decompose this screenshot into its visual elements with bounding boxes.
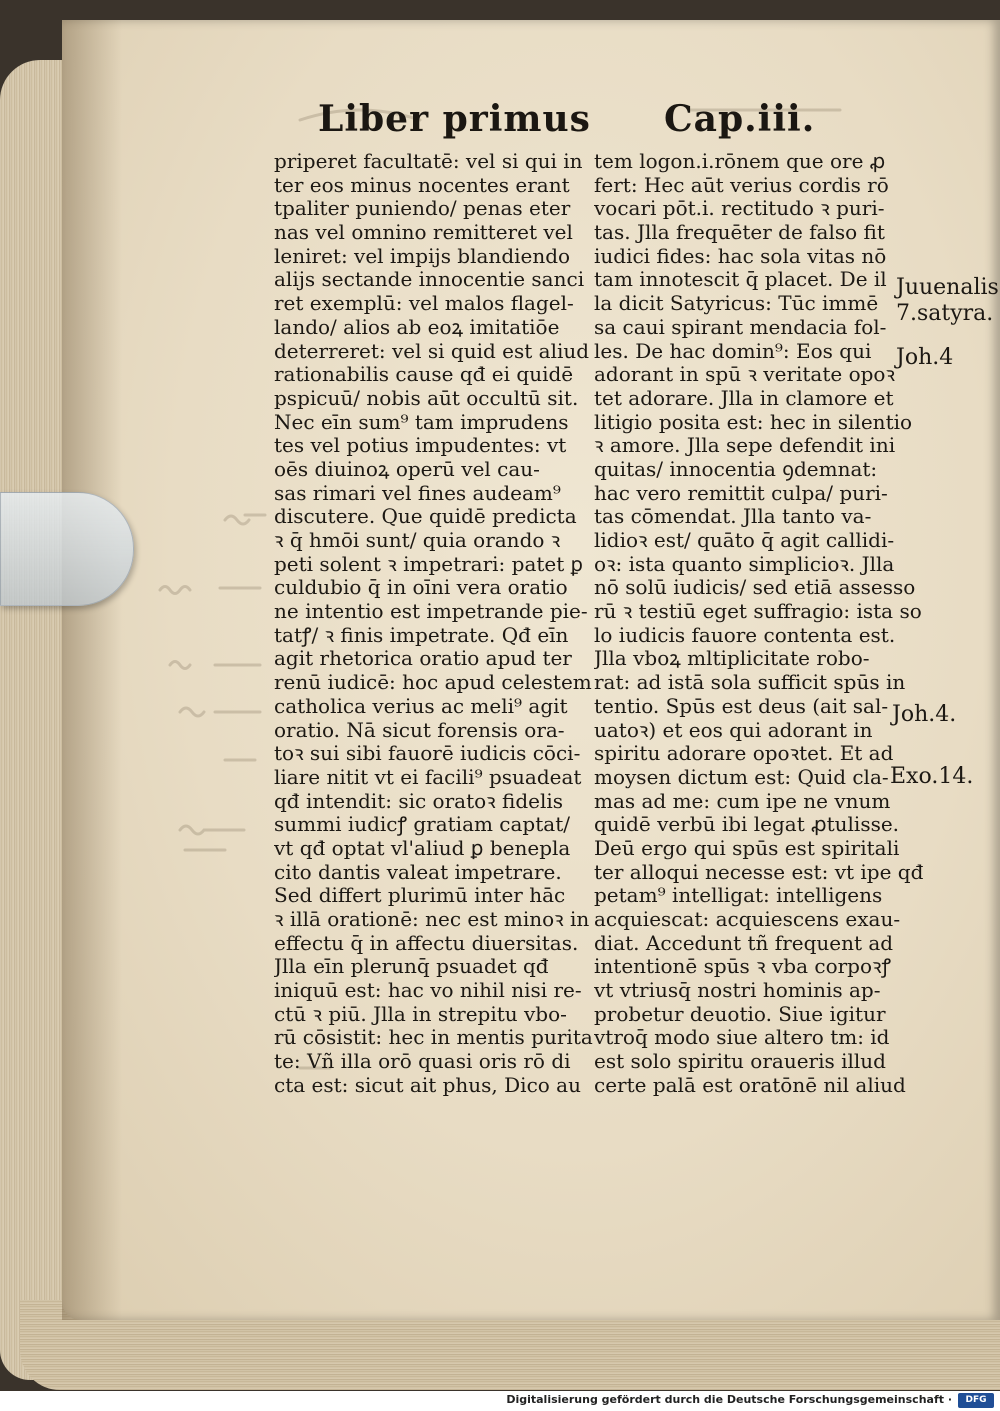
right-column-line: rat: ad istā sola sufficit spūs in	[594, 671, 906, 695]
text-column-left	[274, 150, 593, 1098]
running-head-right: Cap.iii.	[664, 98, 816, 140]
left-column-line: tatꝭ/ ꝛ finis impetrate. Qđ eīn	[274, 623, 569, 647]
left-column-line: alijs sectande innocentie sanci	[274, 268, 585, 292]
right-column-line: litigio posita est: hec in silentio	[594, 410, 913, 434]
right-column-line: tem logon.i.rōnem que ore ꝓ	[594, 150, 886, 173]
right-column-line: Deū ergo qui spūs est spiritali	[594, 836, 900, 860]
dfg-logo: DFG	[958, 1393, 994, 1408]
left-column-line: effectu q̄ in affectu diuersitas.	[274, 931, 579, 955]
funding-credit: Digitalisierung gefördert durch die Deutsche Forschungsgemeinschaft ·	[506, 1393, 952, 1406]
right-column-line: hac vero remittit culpa/ puri-	[594, 481, 888, 505]
footer-bar	[0, 1391, 1000, 1411]
right-column-line: ter alloqui necesse est: vt ipe qđ	[594, 860, 924, 884]
page-clamp	[0, 492, 134, 606]
right-column-line: fert: Hec aūt verius cordis rō	[594, 173, 889, 197]
left-column-line: ne intentio est impetrande pie-	[274, 600, 588, 624]
left-column-line: ter eos minus nocentes erant	[274, 173, 570, 197]
left-column-line: cito dantis valeat impetrare.	[274, 860, 562, 884]
right-column-line: rū ꝛ testiū eget suffragio: ista so	[594, 600, 922, 624]
left-column-line: vt qđ optat vl'aliud ꝑ benepla	[274, 836, 571, 860]
marginal-note-juvenal-line1: Juuenalis	[896, 275, 999, 300]
running-head-left: Liber primus	[318, 98, 591, 140]
right-column-line: tas. Jlla frequēter de falso fit	[594, 221, 885, 245]
right-column-line: ꝛ amore. Jlla sepe defendit ini	[594, 434, 896, 458]
left-column-line: tes vel potius impudentes: vt	[274, 434, 567, 458]
left-column-line: ꝛ illā orationē: nec est minoꝛ in	[274, 908, 590, 931]
right-column-line: iudici fides: hac sola vitas nō	[594, 244, 887, 268]
right-column-line: lo iudicis fauore contenta est.	[594, 623, 896, 647]
right-column-line: vt vtriusq̄ nostri hominis ap-	[594, 979, 881, 1003]
left-column-line: lando/ alios ab eoꝝ imitatiōe	[274, 315, 560, 339]
right-column-line: quitas/ innocentia ꝯdemnat:	[594, 457, 878, 481]
right-column-line: quidē verbū ibi legat ꝓtulisse.	[594, 813, 900, 837]
right-column-line: tas cōmendat. Jlla tanto va-	[594, 505, 872, 529]
right-column-line: vtroq̄ modo siue altero tm: id	[594, 1026, 890, 1050]
left-column-line: ret exemplū: vel malos flagel-	[274, 292, 574, 316]
right-column-line: vocari pōt.i. rectitudo ꝛ puri-	[594, 197, 885, 221]
left-column-line: toꝛ sui sibi fauorē iudicis cōci-	[274, 742, 581, 766]
left-column-line: leniret: vel impijs blandiendo	[274, 244, 571, 268]
left-column-line: renū iudicē: hoc apud celestem	[274, 671, 592, 695]
right-column-line: certe palā est oratōnē nil aliud	[594, 1073, 906, 1097]
right-column-line: spiritu adorare opoꝛtet. Et ad	[594, 742, 894, 766]
left-column-line: sas rimari vel fines audeam⁹	[274, 481, 561, 505]
right-column-line: diat. Accedunt tñ frequent ad	[594, 931, 894, 955]
marginal-note-john-second: Joh.4.	[892, 702, 957, 727]
left-column-line: nas vel omnino remitteret vel	[274, 221, 573, 245]
left-column-line: summi iudicꝭ gratiam captat/	[274, 813, 570, 837]
left-column-line: rationabilis cause qđ ei quidē	[274, 363, 574, 387]
left-column-line: pspicuū/ nobis aūt occultū sit.	[274, 386, 579, 410]
right-column-line: Jlla vboꝝ mltiplicitate robo-	[594, 647, 870, 671]
left-column-line: oēs diuinoꝝ operū vel cau-	[274, 457, 540, 481]
right-column-line: les. De hac domin⁹: Eos qui	[594, 339, 872, 363]
marginal-note-john-first: Joh.4	[896, 345, 954, 370]
marginal-note-juvenal-line2: 7.satyra.	[896, 301, 994, 326]
marginal-note-exodus: Exo.14.	[890, 764, 974, 789]
right-column-line: moysen dictum est: Quid cla-	[594, 765, 889, 789]
right-column-line: la dicit Satyricus: Tūc immē	[594, 292, 879, 316]
left-column-line: te: Vñ illa orō quasi oris rō di	[274, 1050, 571, 1074]
right-column-line: acquiescat: acquiescens exau-	[594, 908, 901, 931]
left-column-line: iniquū est: hac vo nihil nisi re-	[274, 979, 582, 1003]
left-column-line: Sed differt plurimū inter hāc	[274, 884, 566, 908]
right-column-line: adorant in spū ꝛ veritate opoꝛ	[594, 363, 895, 387]
right-column-line: uatoꝛ) et eos qui adorant in	[594, 718, 873, 742]
right-column-line: tet adorare. Jlla in clamore et	[594, 386, 894, 410]
left-column-line: oratio. Nā sicut forensis ora-	[274, 718, 565, 742]
left-column-line: catholica verius ac meli⁹ agit	[274, 694, 568, 718]
left-column-line: liare nitit̄ vt ei facili⁹ psuadeat	[274, 765, 582, 789]
right-column-line: tentio. Spūs est deus (ait sal-	[594, 694, 889, 718]
right-column-line: est solo spiritu oraueris illud	[594, 1050, 886, 1074]
left-column-line: Jlla eīn plerunq̄ psuadet qđ	[274, 955, 549, 979]
left-column-line: ctū ꝛ piū. Jlla in strepitu vbo-	[274, 1002, 567, 1026]
left-column-line: rū cōsistit: hec in mentis purita	[274, 1026, 593, 1050]
right-column-line: sa caui spirant mendacia fol-	[594, 315, 887, 339]
right-column-line: nō solū iudicis/ sed etiā assesso	[594, 576, 916, 600]
right-column-line: tam innotescit q̄ placet. De il	[594, 268, 887, 292]
text-column-right	[594, 150, 923, 1098]
left-column-line: ꝛ q̄ hmōi sunt/ quia orando ꝛ	[274, 529, 561, 552]
left-column-line: peti solent ꝛ impetrari: patet ꝑ	[274, 552, 583, 576]
right-column-line: probetur deuotio. Siue igitur	[594, 1002, 886, 1026]
left-column-line: Nec eīn sum⁹ tam imprudens	[274, 410, 569, 434]
left-column-line: qđ intendit: sic oratoꝛ fidelis	[274, 789, 564, 813]
left-column-line: discutere. Que quidē predicta	[274, 505, 577, 529]
right-column-line: oꝛ: ista quanto simplicioꝛ. Jlla	[594, 552, 895, 576]
right-column-line: mas ad me: cum ipe ne vnum	[594, 789, 891, 813]
right-column-line: lidioꝛ est/ quāto q̄ agit callidi-	[594, 529, 895, 552]
left-column-line: priperet facultatē: vel si qui in	[274, 150, 583, 173]
right-column-line: petam⁹ intelligat: intelligens	[594, 884, 883, 908]
left-column-line: tpaliter puniendo/ penas eter	[274, 197, 571, 221]
left-column-line: agit rhetorica oratio apud ter	[274, 647, 572, 671]
left-column-line: deterreret: vel si quid est aliud	[274, 339, 590, 363]
right-column-line: intentionē spūs ꝛ vba corpoꝛꝭ	[594, 955, 891, 979]
left-column-line: cta est: sicut ait phus, Dico au	[274, 1073, 581, 1097]
left-column-line: culdubio q̄ in oīni vera oratio	[274, 576, 568, 600]
